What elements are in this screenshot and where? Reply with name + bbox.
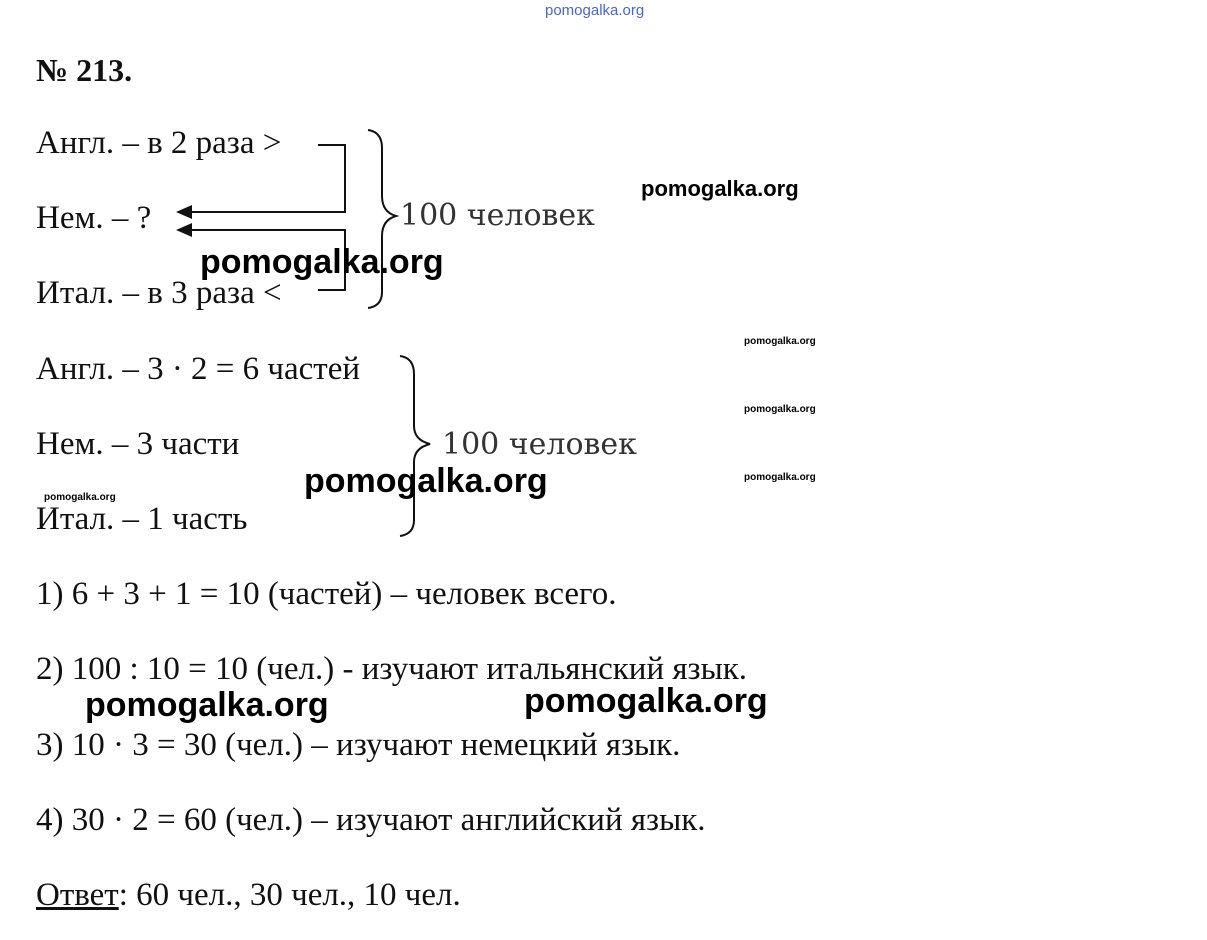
solution-step-2: 2) 100 : 10 = 10 (чел.) - изучают итальянский язык. <box>36 651 748 687</box>
solution-step-3: 3) 10 · 3 = 30 (чел.) – изучают немецкий язык. <box>36 727 681 763</box>
solution-step-1: 1) 6 + 3 + 1 = 10 (частей) – человек всего. <box>36 576 617 612</box>
watermark: pomogalka.org <box>744 404 816 415</box>
watermark: pomogalka.org <box>744 472 816 483</box>
arrowhead-icon <box>176 205 192 219</box>
answer-label: Ответ <box>36 877 119 913</box>
parts-total-label: 100 человек <box>442 427 637 462</box>
arrowhead-icon <box>176 223 192 237</box>
arrow-english-to-german <box>190 145 345 212</box>
task-number: № 213. <box>36 52 133 88</box>
watermark: pomogalka.org <box>744 336 816 347</box>
solution-step-4: 4) 30 · 2 = 60 (чел.) – изучают английский язык. <box>36 802 706 838</box>
scheme-english: Англ. – в 2 раза > <box>36 125 282 161</box>
parts-italian: Итал. – 1 часть <box>36 501 248 537</box>
top-watermark: pomogalka.org <box>545 2 645 19</box>
watermark: pomogalka.org <box>200 243 444 281</box>
parts-german: Нем. – 3 части <box>36 426 240 462</box>
scheme-italian: Итал. – в 3 раза < <box>36 275 282 311</box>
watermark: pomogalka.org <box>524 682 768 720</box>
watermark: pomogalka.org <box>85 686 329 724</box>
watermark: pomogalka.org <box>304 462 548 500</box>
watermark: pomogalka.org <box>44 492 116 503</box>
scheme-total-label: 100 человек <box>400 198 595 233</box>
brace-icon <box>400 356 430 536</box>
answer-text: : 60 чел., 30 чел., 10 чел. <box>118 877 461 913</box>
scheme-german: Нем. – ? <box>36 200 152 236</box>
parts-english: Англ. – 3 · 2 = 6 частей <box>36 351 361 387</box>
watermark: pomogalka.org <box>641 176 799 201</box>
